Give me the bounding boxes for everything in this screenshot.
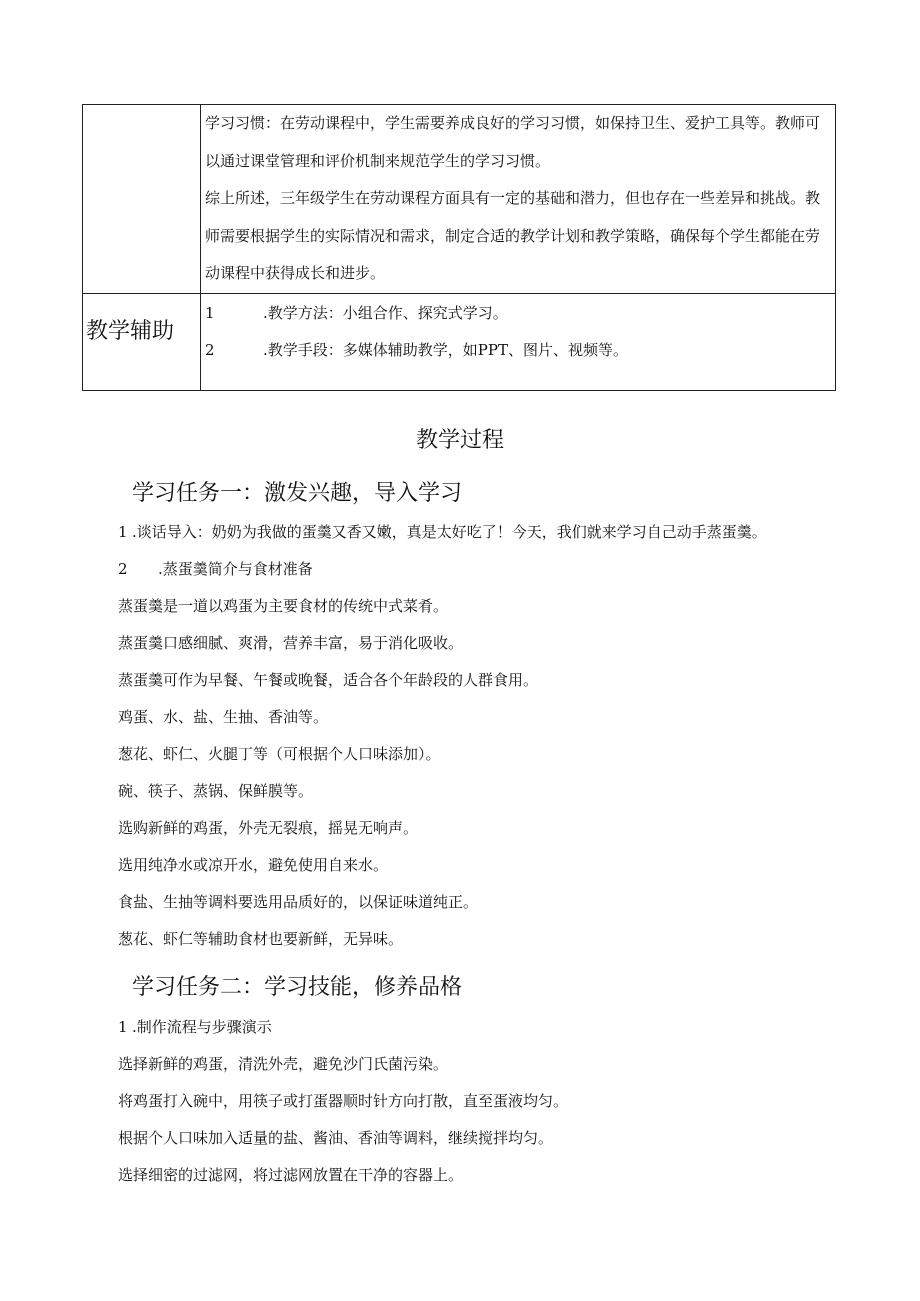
table-cell-content [201,293,836,390]
task1-item-1 [118,521,767,542]
text-line: 蒸蛋羹是一道以鸡蛋为主要食材的传统中式菜肴。 [118,597,449,615]
item-text: .制作流程与步骤演示 [132,1018,272,1036]
table-row [83,293,836,390]
text-line: 葱花、虾仁、火腿丁等（可根据个人口味添加）。 [118,745,441,763]
item-text: .谈话导入：奶奶为我做的蛋羹又香又嫩，真是太好吃了！今天，我们就来学习自己动手蒸蛋羹。 [132,523,767,541]
text-line: 选择细密的过滤网，将过滤网放置在干净的容器上。 [118,1166,464,1184]
table-cell-content [201,105,836,294]
text-line: 蒸蛋羹可作为早餐、午餐或晚餐，适合各个年龄段的人群食用。 [118,671,539,689]
item-number: 1 [205,303,215,322]
task2-item-1 [118,1016,272,1037]
text-line: 根据个人口味加入适量的盐、酱油、香油等调料，继续搅拌均匀。 [118,1129,554,1147]
text-line: 葱花、虾仁等辅助食材也要新鲜，无异味。 [118,930,404,948]
list-item [205,295,833,332]
task2-title: 学习任务二：学习技能，修养品格 [132,975,463,1000]
table-row [83,105,836,294]
text-line: 选购新鲜的鸡蛋，外壳无裂痕，摇晃无响声。 [118,819,419,837]
text-line: 将鸡蛋打入碗中，用筷子或打蛋器顺时针方向打散，直至蛋液均匀。 [118,1092,569,1110]
task1-title: 学习任务一：激发兴趣，导入学习 [132,481,463,506]
item-number: 1 [118,1018,128,1036]
paragraph-summary: 综上所述，三年级学生在劳动课程方面具有一定的基础和潜力，但也存在一些差异和挑战。教师需要根据学生的实际情况和需求，制定合适的教学计划和教学策略，确保每个学生都能在劳动课程中获得成长和进步。 [205,189,821,282]
item-text: .教学手段：多媒体辅助教学，如PPT、图片、视频等。 [263,340,628,359]
text-line: 选择新鲜的鸡蛋，清洗外壳，避免沙门氏菌污染。 [118,1055,449,1073]
text-line: 碗、筷子、蒸锅、保鲜膜等。 [118,782,314,800]
text-line: 选用纯净水或凉开水，避免使用自来水。 [118,856,389,874]
paragraph-habits: 学习习惯：在劳动课程中，学生需要养成良好的学习习惯，如保持卫生、爱护工具等。教师可以通过课堂管理和评价机制来规范学生的学习习惯。 [205,114,821,170]
analysis-table [82,104,836,391]
item-number: 2 [205,340,215,359]
text-line: 蒸蛋羹口感细腻、爽滑，营养丰富，易于消化吸收。 [118,634,464,652]
table-cell-label [83,105,201,294]
task1-item-2 [118,558,313,579]
item-number: 1 [118,523,128,541]
item-number: 2 [118,560,128,578]
section-title: 教学过程 [415,428,504,453]
item-text: .教学方法：小组合作、探究式学习。 [263,303,508,322]
text-line: 食盐、生抽等调料要选用品质好的，以保证味道纯正。 [118,893,479,911]
text-line: 鸡蛋、水、盐、生抽、香油等。 [118,708,329,726]
table-cell-label: 教学辅助 [83,293,201,390]
item-text: .蒸蛋羹简介与食材准备 [158,560,313,578]
list-item [205,332,833,369]
